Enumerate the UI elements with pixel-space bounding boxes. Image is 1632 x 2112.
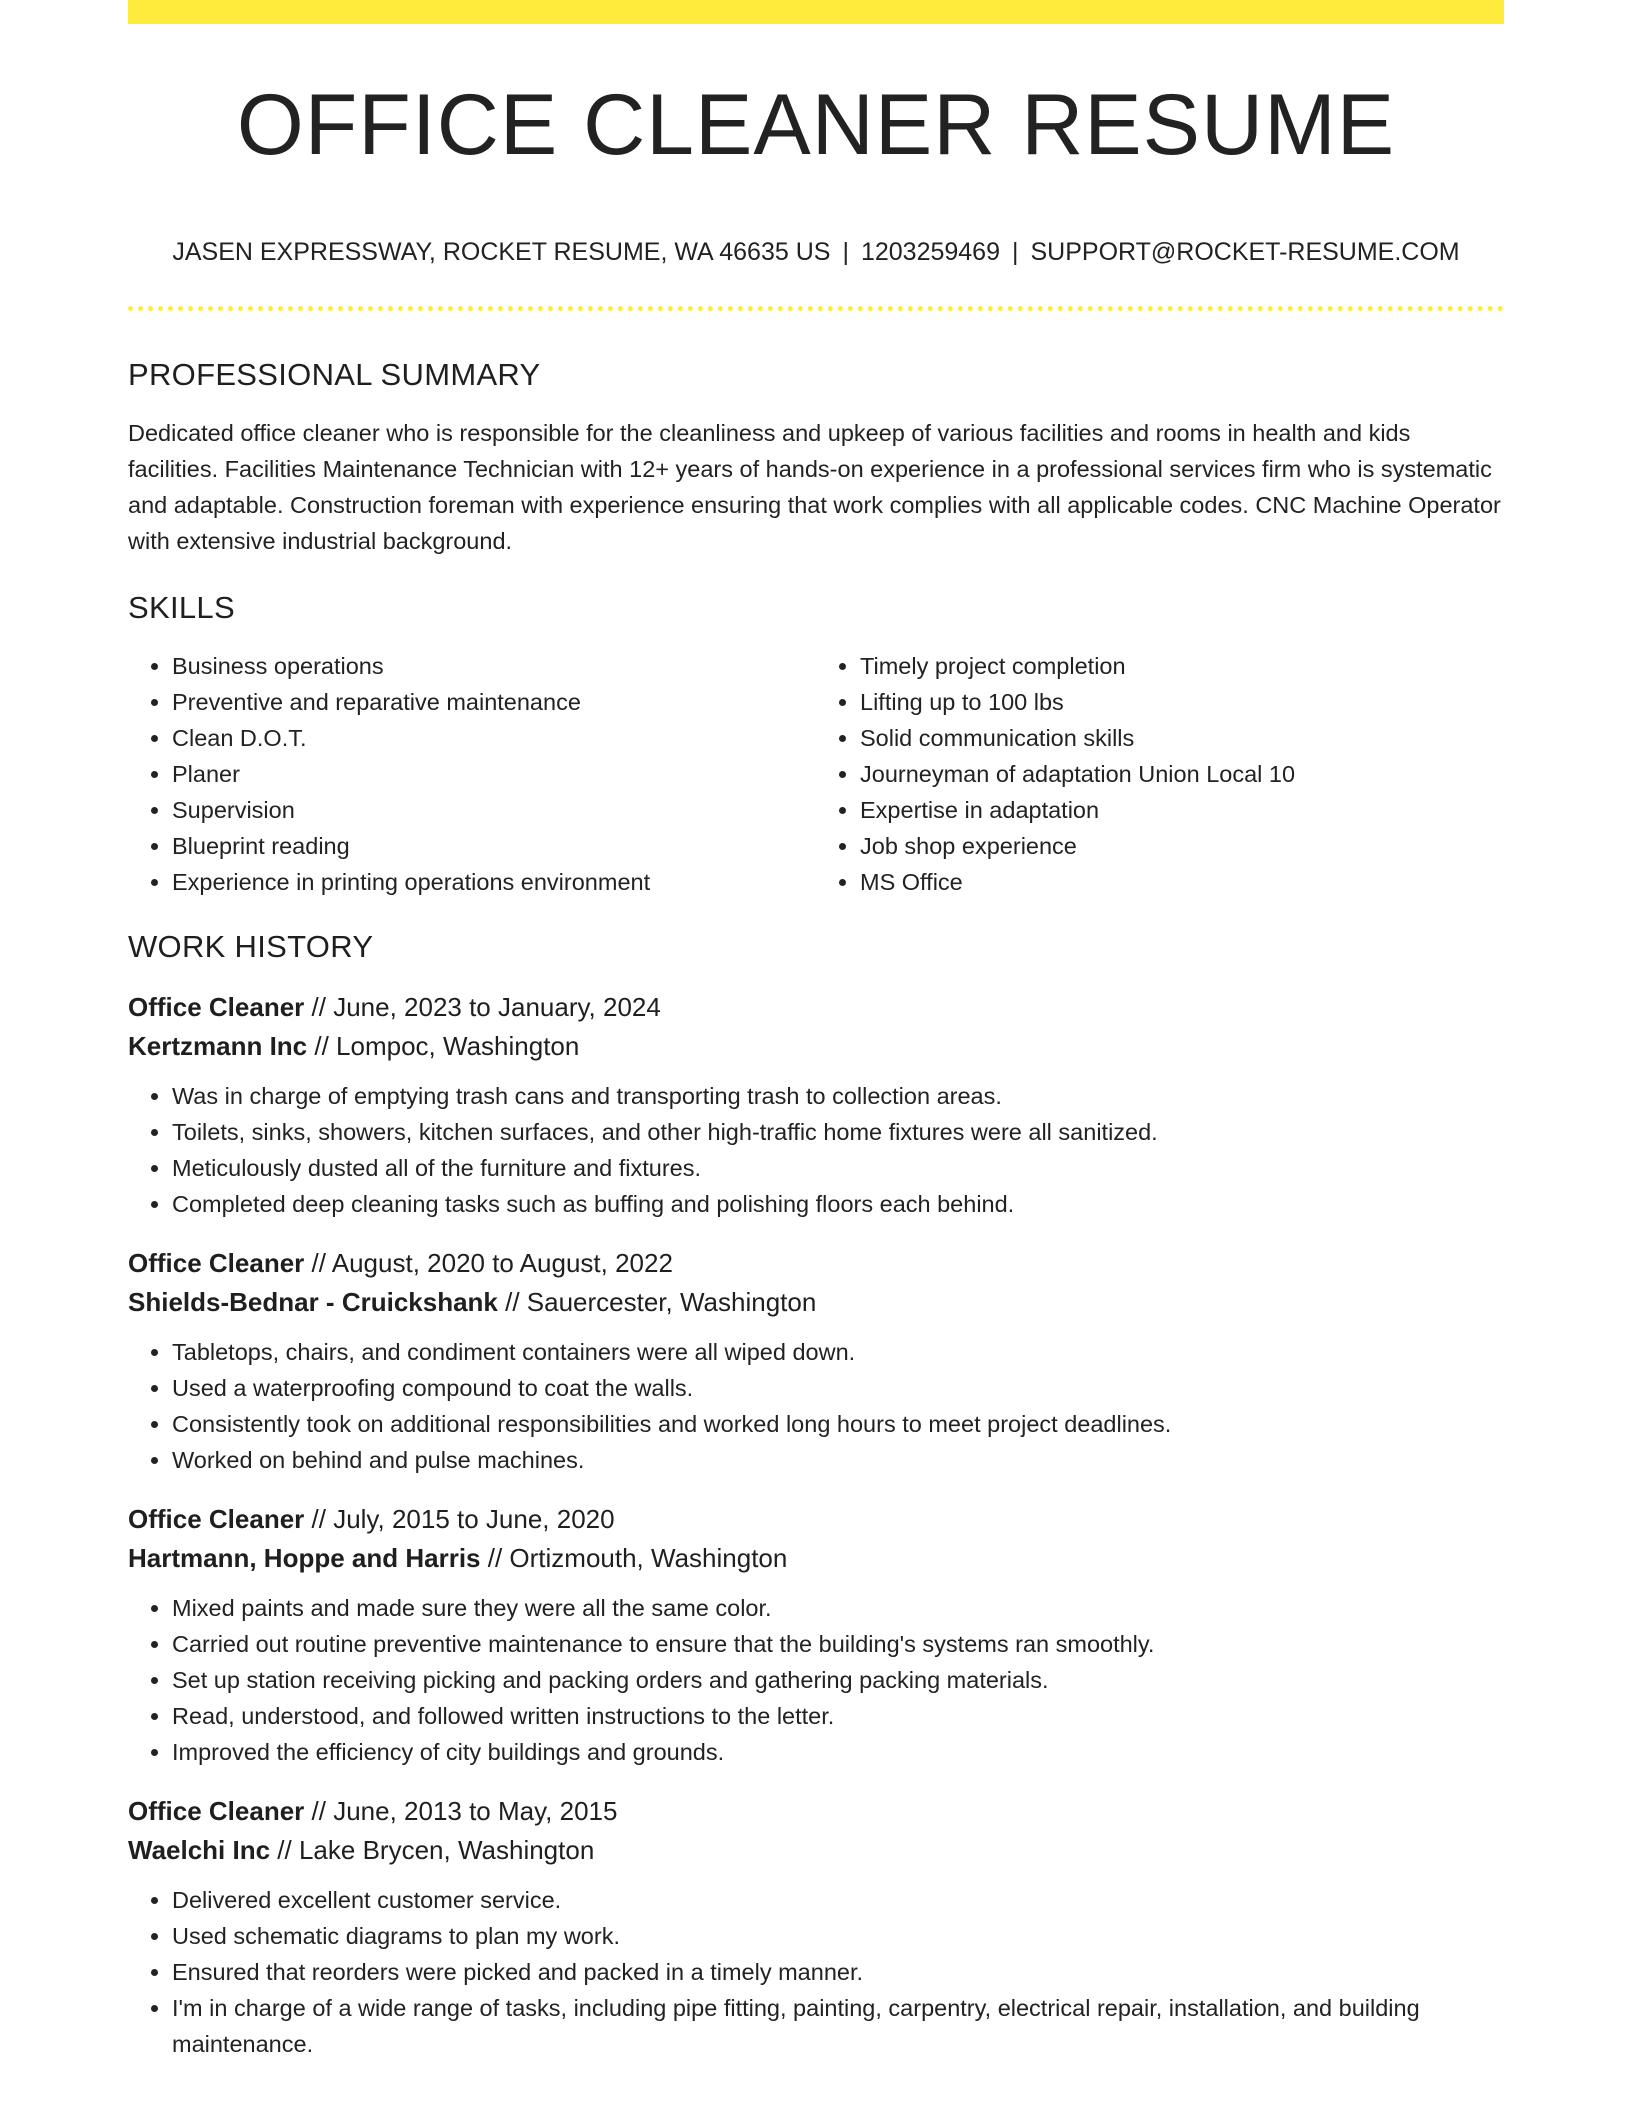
skill-item: • Expertise in adaptation xyxy=(860,792,1504,828)
job-company-line xyxy=(128,1831,1504,1870)
job-bullet: • Completed deep cleaning tasks such as buffing and polishing floors each behind. xyxy=(172,1186,1504,1222)
job-location: // Sauercester, Washington xyxy=(497,1286,817,1317)
contact-email: SUPPORT@ROCKET-RESUME.COM xyxy=(1030,238,1460,266)
skills-section xyxy=(128,589,1504,900)
job-company: Kertzmann Inc xyxy=(128,1030,308,1061)
job-title-line xyxy=(128,1244,1504,1283)
job-location: // Lake Brycen, Washington xyxy=(270,1834,595,1865)
job-bullets xyxy=(128,1590,1504,1770)
job-title-line xyxy=(128,988,1504,1027)
skill-item: • Experience in printing operations environment xyxy=(172,864,816,900)
summary-text: Dedicated office cleaner who is responsible for the cleanliness and upkeep of various facilities and rooms in health and kids facilities. Facilities Maintenance Technician with 12+ years of hands-on experience in a professional services firm who is systematic and adaptable. Construction foreman with experience ensuring that work complies with all applicable codes. CNC Machine Operator with extensive industrial background. xyxy=(128,420,1501,555)
job-bullet: • Used a waterproofing compound to coat the walls. xyxy=(172,1370,1504,1406)
job-dates: // June, 2013 to May, 2015 xyxy=(304,1795,618,1826)
job-dates: // August, 2020 to August, 2022 xyxy=(304,1247,673,1278)
job-title: Office Cleaner xyxy=(128,1795,305,1826)
dotted-divider xyxy=(128,306,1504,311)
skill-item: • Preventive and reparative maintenance xyxy=(172,684,816,720)
job-bullet: • Read, understood, and followed written instructions to the letter. xyxy=(172,1698,1504,1734)
job-company-line xyxy=(128,1539,1504,1578)
job-location: // Ortizmouth, Washington xyxy=(480,1542,788,1573)
job-bullet: • Ensured that reorders were picked and packed in a timely manner. xyxy=(172,1954,1504,1990)
job-bullet: • Set up station receiving picking and packing orders and gathering packing materials. xyxy=(172,1662,1504,1698)
job-bullet: • Mixed paints and made sure they were all the same color. xyxy=(172,1590,1504,1626)
job-bullet: • Carried out routine preventive maintenance to ensure that the building's systems ran smoothly. xyxy=(172,1626,1504,1662)
job-bullet: • Consistently took on additional responsibilities and worked long hours to meet project deadlines. xyxy=(172,1406,1504,1442)
skill-item: • Job shop experience xyxy=(860,828,1504,864)
work-history-section xyxy=(128,928,1504,2061)
skill-item: • Solid communication skills xyxy=(860,720,1504,756)
contact-line xyxy=(128,238,1504,267)
skill-item: • Clean D.O.T. xyxy=(172,720,816,756)
skill-item: • Timely project completion xyxy=(860,648,1504,684)
job-bullets xyxy=(128,1882,1504,2062)
contact-address: JASEN EXPRESSWAY, ROCKET RESUME, WA 46635 US xyxy=(172,238,831,266)
job-bullet: • Was in charge of emptying trash cans and transporting trash to collection areas. xyxy=(172,1078,1504,1114)
contact-separator: | xyxy=(1012,238,1019,266)
skills-columns xyxy=(128,648,1504,900)
job-bullet: • Improved the efficiency of city buildings and grounds. xyxy=(172,1734,1504,1770)
resume-page xyxy=(128,0,1504,2112)
job-bullets xyxy=(128,1334,1504,1478)
skill-item: • Supervision xyxy=(172,792,816,828)
job-company-line xyxy=(128,1283,1504,1322)
job-bullet: • Delivered excellent customer service. xyxy=(172,1882,1504,1918)
contact-separator: | xyxy=(842,238,849,266)
job-entry xyxy=(128,1244,1504,1478)
job-company: Waelchi Inc xyxy=(128,1834,271,1865)
skills-right-column xyxy=(816,648,1504,900)
skill-item: • Business operations xyxy=(172,648,816,684)
job-bullet: • Tabletops, chairs, and condiment containers were all wiped down. xyxy=(172,1334,1504,1370)
job-bullet: • Meticulously dusted all of the furniture and fixtures. xyxy=(172,1150,1504,1186)
job-title: Office Cleaner xyxy=(128,1503,305,1534)
skills-left-column xyxy=(128,648,816,900)
summary-section xyxy=(128,356,1504,559)
job-company-line xyxy=(128,1027,1504,1066)
skill-item: • Journeyman of adaptation Union Local 10 xyxy=(860,756,1504,792)
skill-item: • MS Office xyxy=(860,864,1504,900)
job-bullet: • Used schematic diagrams to plan my work. xyxy=(172,1918,1504,1954)
job-company: Hartmann, Hoppe and Harris xyxy=(128,1542,481,1573)
job-dates: // July, 2015 to June, 2020 xyxy=(304,1503,615,1534)
job-bullets xyxy=(128,1078,1504,1222)
skill-item: • Blueprint reading xyxy=(172,828,816,864)
job-bullet: • I'm in charge of a wide range of tasks, including pipe fitting, painting, carpentry, electrical repair, installation, and building maintenance. xyxy=(172,1990,1504,2062)
job-entry xyxy=(128,988,1504,1222)
job-dates: // June, 2023 to January, 2024 xyxy=(304,991,661,1022)
job-title-line xyxy=(128,1792,1504,1831)
job-bullet: • Worked on behind and pulse machines. xyxy=(172,1442,1504,1478)
job-entry xyxy=(128,1500,1504,1770)
work-history-heading: WORK HISTORY xyxy=(128,929,374,965)
skill-item: • Planer xyxy=(172,756,816,792)
resume-title: OFFICE CLEANER RESUME xyxy=(236,77,1396,173)
job-title: Office Cleaner xyxy=(128,1247,305,1278)
job-company: Shields-Bednar - Cruickshank xyxy=(128,1286,498,1317)
job-entry xyxy=(128,1792,1504,2062)
accent-top-bar xyxy=(128,0,1504,24)
job-location: // Lompoc, Washington xyxy=(307,1030,580,1061)
resume-content xyxy=(128,356,1504,2084)
job-title: Office Cleaner xyxy=(128,991,305,1022)
job-bullet: • Toilets, sinks, showers, kitchen surfaces, and other high-traffic home fixtures were all sanitized. xyxy=(172,1114,1504,1150)
summary-heading: PROFESSIONAL SUMMARY xyxy=(128,357,541,392)
contact-phone: 1203259469 xyxy=(860,238,1000,266)
skill-item: • Lifting up to 100 lbs xyxy=(860,684,1504,720)
job-title-line xyxy=(128,1500,1504,1539)
skills-heading: SKILLS xyxy=(128,590,235,626)
